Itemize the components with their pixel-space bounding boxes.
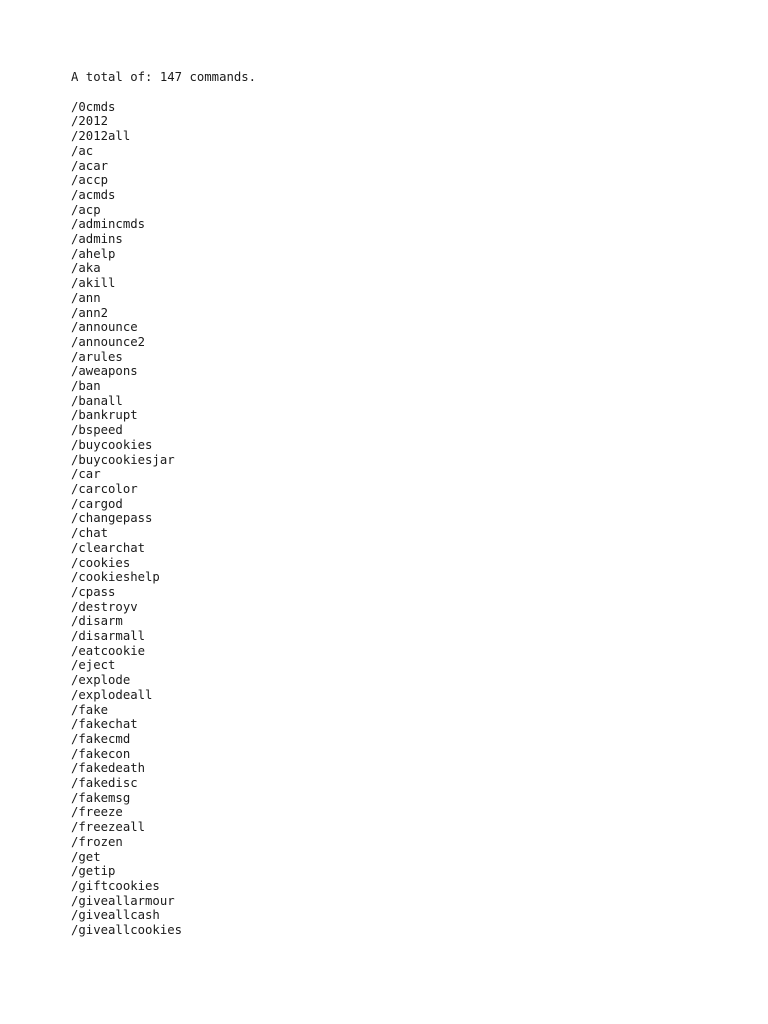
command-item: /fakechat bbox=[71, 717, 138, 732]
command-count-summary: A total of: 147 commands. bbox=[71, 70, 257, 84]
command-item: /arules bbox=[71, 349, 123, 364]
command-item: /explodeall bbox=[71, 687, 153, 702]
command-item: /bankrupt bbox=[71, 408, 138, 423]
document-page bbox=[71, 70, 731, 938]
command-item: /disarmall bbox=[71, 629, 146, 644]
command-item: /giveallcash bbox=[71, 908, 160, 923]
command-item: /fakedeath bbox=[71, 761, 146, 776]
command-item: /cookieshelp bbox=[71, 570, 160, 585]
command-item: /giveallcookies bbox=[71, 923, 183, 938]
command-item: /ban bbox=[71, 379, 101, 394]
command-item: /get bbox=[71, 849, 101, 864]
command-item: /2012all bbox=[71, 129, 131, 144]
command-item: /fakecmd bbox=[71, 731, 131, 746]
command-item: /ann bbox=[71, 290, 101, 305]
command-item: /eatcookie bbox=[71, 643, 146, 658]
command-item: /destroyv bbox=[71, 599, 138, 614]
command-list bbox=[71, 100, 731, 938]
command-item: /freezeall bbox=[71, 820, 146, 835]
command-item: /freeze bbox=[71, 805, 123, 820]
command-item: /ac bbox=[71, 143, 94, 158]
command-item: /acar bbox=[71, 158, 109, 173]
command-item: /admincmds bbox=[71, 217, 146, 232]
command-item: /car bbox=[71, 467, 101, 482]
command-item: /cargod bbox=[71, 496, 123, 511]
command-item: /chat bbox=[71, 526, 109, 541]
command-item: /cookies bbox=[71, 555, 131, 570]
command-item: /buycookiesjar bbox=[71, 452, 175, 467]
command-item: /bspeed bbox=[71, 423, 123, 438]
command-item: /eject bbox=[71, 658, 116, 673]
command-item: /ahelp bbox=[71, 246, 116, 261]
command-item: /cpass bbox=[71, 584, 116, 599]
command-item: /fakemsg bbox=[71, 790, 131, 805]
command-item: /fakecon bbox=[71, 746, 131, 761]
command-item: /giftcookies bbox=[71, 878, 160, 893]
command-item: /acmds bbox=[71, 187, 116, 202]
command-item: /buycookies bbox=[71, 437, 153, 452]
command-item: /announce bbox=[71, 320, 138, 335]
command-item: /explode bbox=[71, 673, 131, 688]
command-item: /carcolor bbox=[71, 481, 138, 496]
command-item: /acp bbox=[71, 202, 101, 217]
command-item: /giveallarmour bbox=[71, 893, 175, 908]
command-item: /changepass bbox=[71, 511, 153, 526]
command-item: /getip bbox=[71, 864, 116, 879]
command-item: /announce2 bbox=[71, 334, 146, 349]
command-item: /aka bbox=[71, 261, 101, 276]
command-item: /admins bbox=[71, 232, 123, 247]
command-item: /akill bbox=[71, 276, 116, 291]
command-item: /2012 bbox=[71, 114, 109, 129]
command-item: /disarm bbox=[71, 614, 123, 629]
command-item: /ann2 bbox=[71, 305, 109, 320]
command-item: /banall bbox=[71, 393, 123, 408]
command-item: /accp bbox=[71, 173, 109, 188]
command-item: /fakedisc bbox=[71, 776, 138, 791]
command-item: /aweapons bbox=[71, 364, 138, 379]
command-item: /0cmds bbox=[71, 99, 116, 114]
command-item: /frozen bbox=[71, 834, 123, 849]
command-item: /clearchat bbox=[71, 540, 146, 555]
command-item: /fake bbox=[71, 702, 109, 717]
